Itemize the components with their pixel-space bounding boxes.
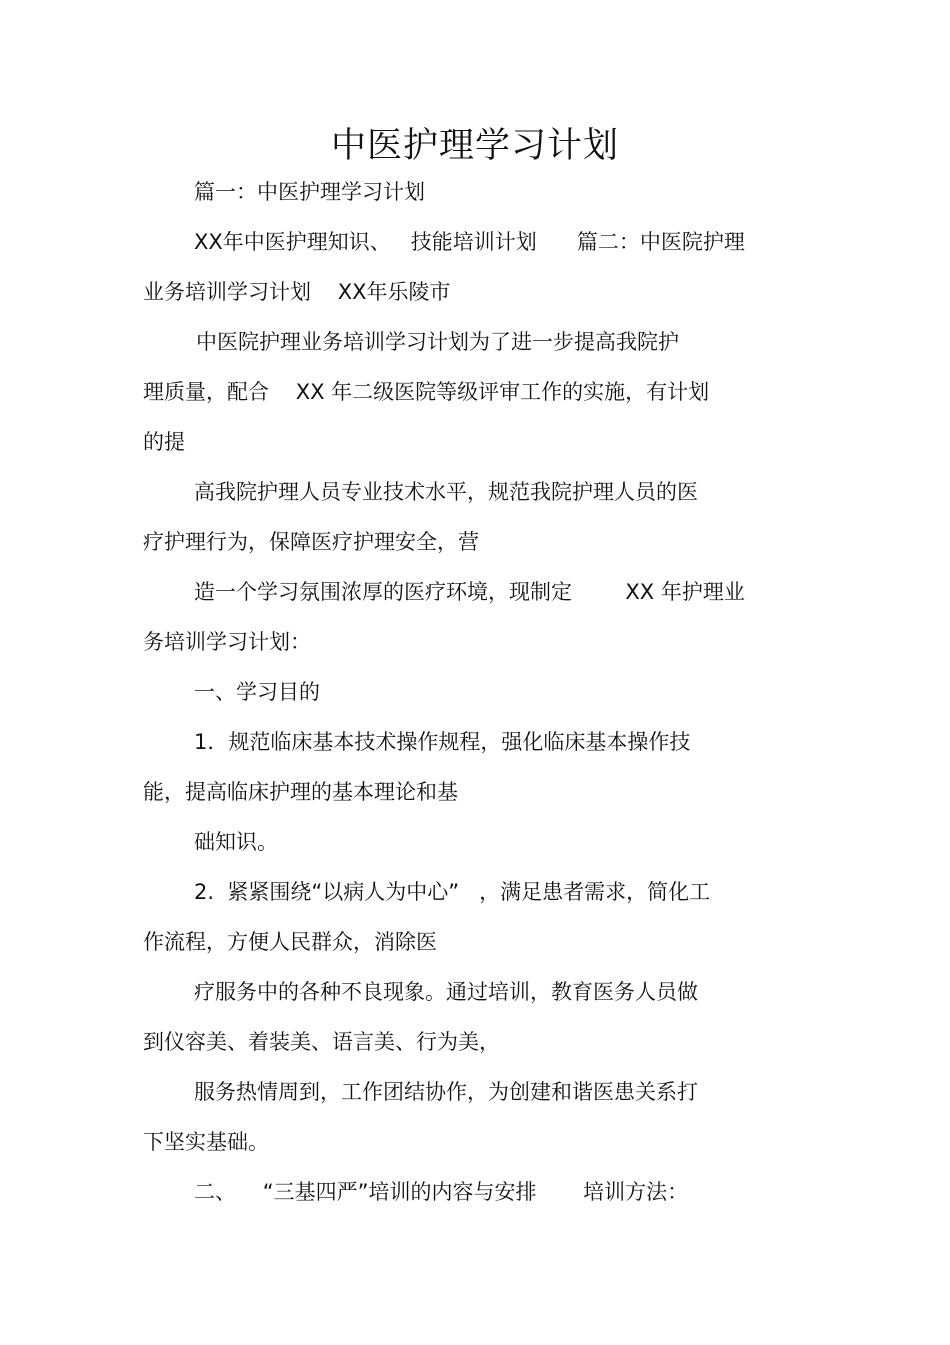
paragraph-line: 中医院护理业务培训学习计划为了进一步提高我院护	[196, 330, 679, 354]
paragraph-line: 疗护理行为，保障医疗护理安全，营	[143, 530, 479, 554]
paragraph-line: 业务培训学习计划 XX年乐陵市	[143, 280, 451, 304]
list-item-line: 能，提高临床护理的基本理论和基	[143, 780, 458, 804]
list-item-line: 2. 紧紧围绕“以病人为中心” ，满足患者需求，简化工	[194, 880, 711, 904]
section-heading: 二、 “三基四严”培训的内容与安排 培训方法：	[194, 1180, 689, 1204]
paragraph-line: 的提	[143, 430, 185, 454]
paragraph-line: 到仪容美、着装美、语言美、行为美，	[143, 1030, 500, 1054]
paragraph-line: 篇一：中医护理学习计划	[194, 180, 425, 204]
paragraph-line: 务培训学习计划：	[143, 630, 311, 654]
paragraph-line: 疗服务中的各种不良现象。通过培训，教育医务人员做	[194, 980, 698, 1004]
list-item-line: 础知识。	[194, 830, 278, 854]
section-heading: 一、学习目的	[194, 680, 320, 704]
document-title: 中医护理学习计划	[330, 126, 619, 166]
list-item-line: 1．规范临床基本技术操作规程，强化临床基本操作技	[194, 730, 691, 754]
paragraph-line: 造一个学习氛围浓厚的医疗环境，现制定 XX 年护理业	[194, 580, 745, 604]
paragraph-line: 下坚实基础。	[143, 1130, 269, 1154]
list-item-line: 作流程，方便人民群众，消除医	[143, 930, 437, 954]
paragraph-line: 理质量，配合 XX 年二级医院等级评审工作的实施，有计划	[143, 380, 710, 404]
paragraph-line: XX年中医护理知识、 技能培训计划 篇二：中医院护理	[194, 230, 745, 254]
paragraph-line: 高我院护理人员专业技术水平，规范我院护理人员的医	[194, 480, 698, 504]
paragraph-line: 服务热情周到，工作团结协作，为创建和谐医患关系打	[194, 1080, 698, 1104]
